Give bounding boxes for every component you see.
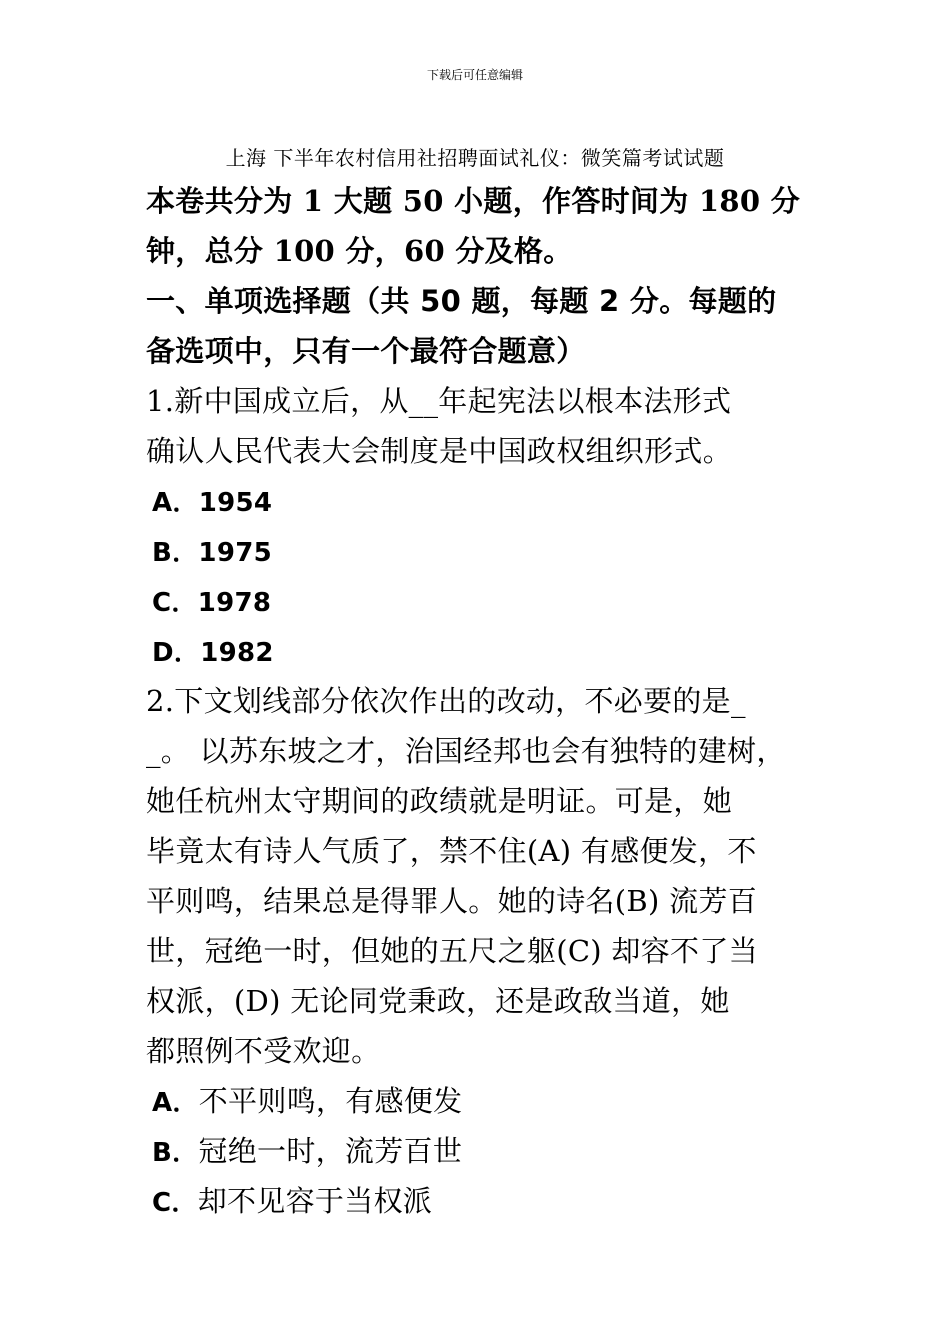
document-body — [146, 176, 826, 1226]
question-1-option-a — [146, 476, 826, 526]
question-1-option-b — [146, 526, 826, 576]
section-heading-line-2: 备选项中，只有一个最符合题意） — [146, 334, 586, 368]
question-2-line-1: 2.下文划线部分依次作出的改动，不必要的是_ — [146, 684, 746, 718]
intro-line-1: 本卷共分为 1 大题 50 小题，作答时间为 180 分 — [146, 184, 801, 218]
question-2-line-6: 世，冠绝一时，但她的五尺之躯(C) 却容不了当 — [146, 934, 758, 968]
question-2-line-3: 她任杭州太守期间的政绩就是明证。可是，她 — [146, 784, 733, 818]
question-2-line-5: 平则鸣，结果总是得罪人。她的诗名(B) 流芳百 — [146, 884, 758, 918]
option-letter: C． — [152, 1188, 198, 1218]
question-2-option-b — [146, 1126, 826, 1176]
option-letter: A． — [152, 488, 199, 518]
option-letter: A． — [152, 1088, 199, 1118]
question-1-line-2: 确认人民代表大会制度是中国政权组织形式。 — [146, 434, 733, 468]
question-2-line-8: 都照例不受欢迎。 — [146, 1034, 381, 1068]
question-1-option-d — [146, 626, 826, 676]
question-2-option-c — [146, 1176, 826, 1226]
question-2-line-7: 权派，(D) 无论同党秉政，还是政敌当道，她 — [146, 984, 730, 1018]
option-letter: D． — [152, 638, 201, 668]
option-text: 不平则鸣，有感便发 — [198, 1084, 463, 1118]
section-heading-line-1: 一、单项选择题（共 50 题，每题 2 分。每题的 — [146, 284, 777, 318]
question-2-line-2: _。 以苏东坡之才，治国经邦也会有独特的建树， — [146, 734, 786, 768]
page-header: 下载后可任意编辑 — [426, 68, 523, 82]
option-letter: B． — [152, 538, 199, 568]
option-text: 1982 — [200, 638, 274, 668]
option-letter: C． — [152, 588, 198, 618]
option-text: 冠绝一时，流芳百世 — [198, 1134, 463, 1168]
question-2-option-a — [146, 1076, 826, 1126]
option-letter: B． — [152, 1138, 199, 1168]
question-2-line-4: 毕竟太有诗人气质了，禁不住(A) 有感便发，不 — [146, 834, 757, 868]
option-text: 1978 — [197, 588, 272, 618]
option-text: 1975 — [198, 538, 272, 568]
option-text: 1954 — [198, 488, 273, 518]
question-1-option-c — [146, 576, 826, 626]
document-title: 上海 下半年农村信用社招聘面试礼仪：微笑篇考试试题 — [225, 146, 725, 170]
intro-line-2: 钟，总分 100 分，60 分及格。 — [146, 234, 573, 268]
option-text: 却不见容于当权派 — [197, 1184, 433, 1218]
question-1-line-1: 1.新中国成立后，从__年起宪法以根本法形式 — [146, 384, 732, 418]
